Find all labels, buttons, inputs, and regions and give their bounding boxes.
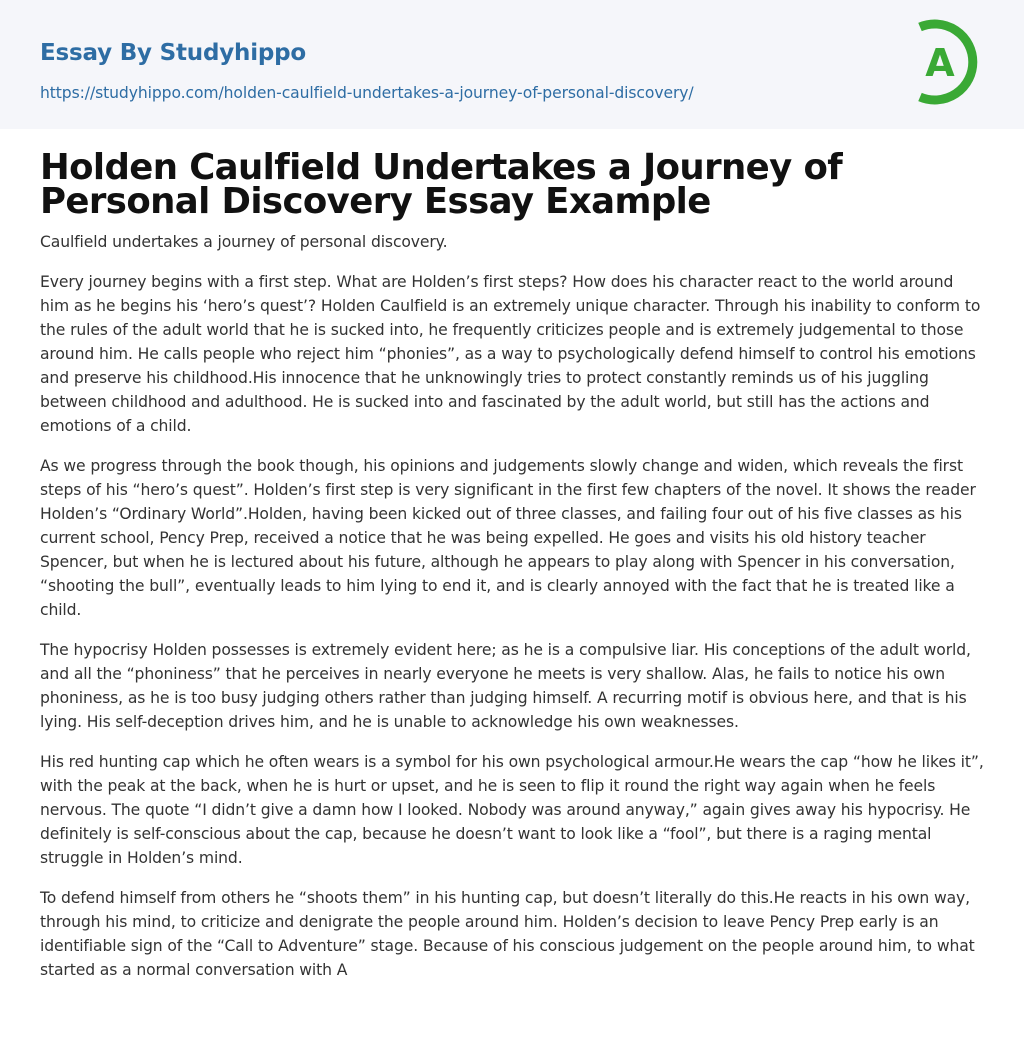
studyhippo-logo-icon[interactable] bbox=[908, 18, 988, 106]
article bbox=[0, 129, 1024, 982]
article-title: Holden Caulfield Undertakes a Journey of Personal Discovery Essay Example bbox=[40, 147, 843, 222]
page-url-link[interactable]: https://studyhippo.com/holden-caulfield-undertakes-a-journey-of-personal-discovery/ bbox=[40, 84, 694, 102]
article-paragraph: The hypocrisy Holden possesses is extremely evident here; as he is a compulsive liar. His conceptions of the adult world, and all the “phoniness” that he perceives in nearly everyone he meets is very shallow. Alas, he fails to notice his own phoniness, as he is too busy judging others rather than judging himself. A recurring motif is obvious here, and that is his lying. His self-deception drives him, and he is unable to acknowledge his own weaknesses. bbox=[40, 641, 971, 731]
article-paragraph: As we progress through the book though, his opinions and judgements slowly change and widen, which reveals the first steps of his “hero’s quest”. Holden’s first step is very significant in the first few chapters of the novel. It shows the reader Holden’s “Ordinary World”.Holden, having been kicked out of three classes, and failing four out of his five classes as his current school, Pency Prep, received a notice that he was being expelled. He goes and visits his old history teacher Spencer, but when he is lectured about his future, although he appears to play along with Spencer in his conversation, “shooting the bull”, eventually leads to him lying to end it, and is clearly annoyed with the fact that he is treated like a child. bbox=[40, 457, 976, 619]
article-paragraph: His red hunting cap which he often wears is a symbol for his own psychological armour.He wears the cap “how he likes it”, with the peak at the back, when he is hurt or upset, and he is seen to flip it round the right way again when he feels nervous. The quote “I didn’t give a damn how I looked. Nobody was around anyway,” again gives away his hypocrisy. He definitely is self-conscious about the cap, because he doesn’t want to look like a “fool”, but there is a raging mental struggle in Holden’s mind. bbox=[40, 753, 984, 867]
article-paragraph: Every journey begins with a first step. What are Holden’s first steps? How does his character react to the world around him as he begins his ‘hero’s quest’? Holden Caulfield is an extremely unique character. Through his inability to conform to the rules of the adult world that he is sucked into, he frequently criticizes people and is extremely judgemental to those around him. He calls people who reject him “phonies”, as a way to psychologically defend himself to control his emotions and preserve his childhood.His innocence that he unknowingly tries to protect constantly reminds us of his juggling between childhood and adulthood. He is sucked into and fascinated by the adult world, but still has the actions and emotions of a child. bbox=[40, 273, 981, 435]
article-paragraph: To defend himself from others he “shoots them” in his hunting cap, but doesn’t literally do this.He reacts in his own way, through his mind, to criticize and denigrate the people around him. Holden’s decision to leave Pency Prep early is an identifiable sign of the “Call to Adventure” stage. Because of his conscious judgement on the people around him, to what started as a normal conversation with A bbox=[40, 889, 975, 979]
site-header bbox=[0, 0, 1024, 129]
logo-letter: A bbox=[925, 41, 955, 85]
article-paragraph: Caulfield undertakes a journey of personal discovery. bbox=[40, 233, 448, 251]
site-brand[interactable]: Essay By Studyhippo bbox=[40, 40, 307, 66]
